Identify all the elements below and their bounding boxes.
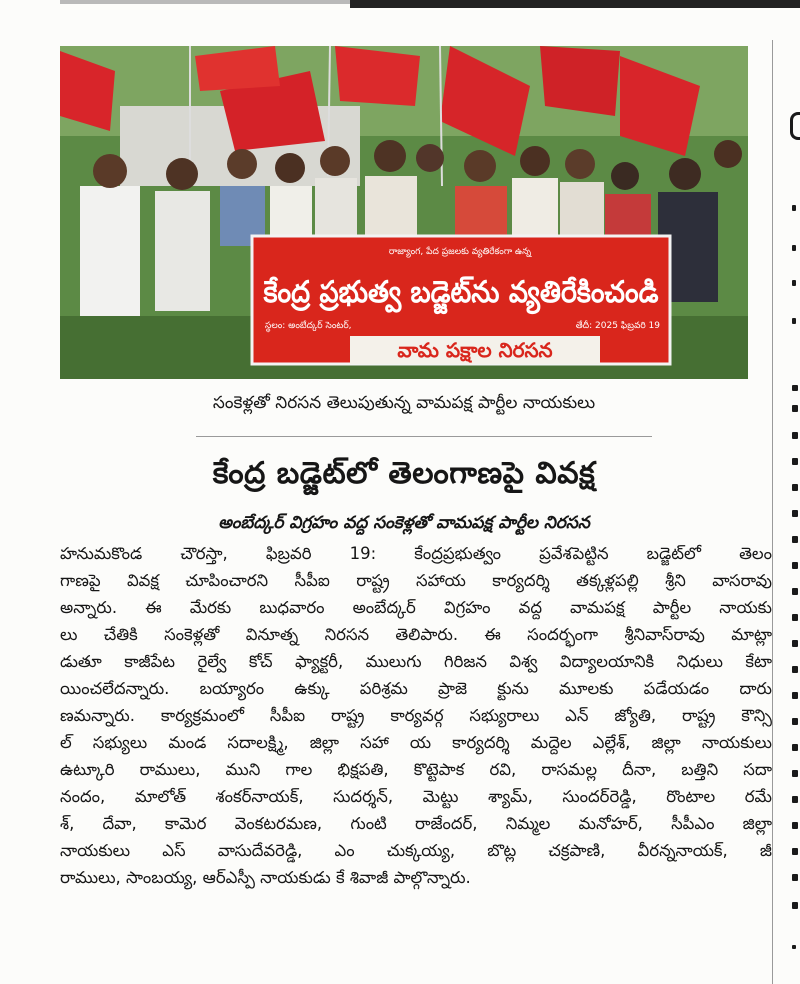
fragment-mark	[792, 945, 796, 949]
fragment-mark	[792, 744, 798, 751]
fragment-mark	[792, 245, 796, 251]
banner-top-text: రాజ్యాంగ, పేద ప్రజలకు వ్యతిరేకంగా ఉన్న	[388, 247, 532, 257]
top-rule-thin	[60, 0, 350, 4]
fragment-mark	[792, 666, 798, 673]
fragment-mark	[792, 692, 798, 699]
protest-banner	[252, 236, 705, 364]
body-line: ణమన్నారు. కార్యక్రమంలో సీపీఐ రాష్ట్ర కార్యవర్గ సభ్యురాలు ఎన్ జ్యోతి, రాష్ట్ర కౌన్సి	[60, 706, 772, 725]
banner-place-text: స్థలం: అంబేద్కర్ సెంటర్,	[265, 321, 352, 331]
fragment-mark	[792, 205, 796, 211]
fragment-mark	[792, 405, 798, 412]
fragment-mark	[792, 432, 798, 439]
fragment-mark	[792, 770, 798, 777]
fragment-mark	[792, 385, 798, 391]
fragment-mark	[792, 484, 798, 491]
column-divider	[772, 40, 773, 984]
fragment-mark	[792, 718, 798, 725]
body-line: నందం, మాలోత్ శంకర్‌నాయక్, సుదర్శన్, మెట్టు శ్యామ్, సుందర్‌రెడ్డి, రొంటాల రమే	[60, 787, 772, 806]
article-subheadline: అంబేద్కర్ విగ్రహం వద్ద సంకెళ్లతో వామపక్ష పార్టీల నిరసన	[218, 513, 590, 533]
body-line: డుతూ కాజీపేట రైల్వే కోచ్ ఫ్యాక్టరీ, ములుగు గిరిజన విశ్వ విద్యాలయానికి నిధులు కేటా	[60, 652, 772, 671]
protest-photo-illustration	[60, 46, 748, 379]
fragment-mark	[792, 796, 798, 803]
fragment-mark	[792, 640, 798, 647]
body-line: శ్, దేవా, కామెర వెంకటరమణ, గుంటి రాజేందర్, నిమ్మల మనోహర్, సీపీఎం జిల్లా	[60, 814, 772, 833]
fragment-mark	[792, 588, 798, 595]
body-line: లు చేతికి సంకెళ్లతో వినూత్న నిరసన తెలిపారు. ఈ సందర్భంగా శ్రీనివాస్‌రావు మాట్లా	[60, 625, 772, 644]
body-line: ల్ సభ్యులు మండ సదాలక్ష్మి, జిల్లా సహా య కార్యదర్శి మద్దెల ఎల్లేశ్, జిల్లా నాయకులు	[60, 733, 772, 752]
body-line: అన్నారు. ఈ మేరకు బుధవారం అంబేద్కర్ విగ్రహం వద్ద వామపక్ష పార్టీల నాయకు	[60, 598, 772, 617]
caption-rule	[196, 436, 652, 437]
fragment-mark	[792, 902, 798, 909]
fragment-mark	[792, 280, 796, 286]
body-line: నాయకులు ఎస్ వాసుదేవరెడ్డి, ఎం చుక్కయ్య, బొట్ల చక్రపాణి, వీరన్ననాయక్, జీ	[60, 841, 772, 860]
article-headline: కేంద్ర బడ్జెట్‌లో తెలంగాణపై వివక్ష	[212, 456, 596, 491]
banner-bottom-text: వామ పక్షాల నిరసన	[397, 338, 553, 362]
fragment-mark	[792, 536, 798, 543]
fragment-mark	[792, 848, 798, 855]
body-line: హనుమకొండ చౌరస్తా, ఫిబ్రవరి 19: కేంద్రప్రభుత్వం ప్రవేశపెట్టిన బడ్జెట్‌లో తెలం	[60, 544, 772, 563]
banner-main-text: కేంద్ర ప్రభుత్వ బడ్జెట్‌ను వ్యతిరేకించండి	[263, 275, 705, 310]
fragment-mark	[792, 822, 798, 829]
body-line: యించలేదన్నారు. బయ్యారం ఉక్కు పరిశ్రమ ప్రాజె క్టును మూలకు పడేయడం దారు	[60, 679, 772, 698]
top-rule-thick	[350, 0, 800, 8]
fragment-mark	[792, 510, 798, 517]
fragment-mark	[792, 318, 796, 324]
banner-date-text: తేదీ: 2025 ఫిబ్రవరి 19	[575, 321, 660, 331]
fragment-mark	[792, 562, 798, 569]
fragment-mark	[792, 874, 798, 881]
fragment-mark	[792, 458, 798, 465]
fragment-mark	[790, 112, 800, 140]
photo-caption: సంకెళ్లతో నిరసన తెలుపుతున్న వామపక్ష పార్టీల నాయకులు	[212, 393, 596, 413]
body-line: రాములు, సాంబయ్య, ఆర్ఎస్పీ నాయకుడు కే శివాజీ పాల్గొన్నారు.	[60, 868, 471, 887]
body-line: గాణపై వివక్ష చూపించారని సీపీఐ రాష్ట్ర సహాయ కార్యదర్శి తక్కళ్లపల్లి శ్రీని వాసరావు	[60, 571, 772, 590]
adjacent-column-fragment	[776, 40, 800, 984]
body-line: ఉట్కూరి రాములు, ముని గాల భిక్షపతి, కొట్టెపాక రవి, రాసమల్ల దీనా, బత్తిని సదా	[60, 760, 772, 779]
fragment-mark	[792, 614, 798, 621]
news-photo	[60, 46, 748, 379]
article-body	[60, 540, 772, 891]
